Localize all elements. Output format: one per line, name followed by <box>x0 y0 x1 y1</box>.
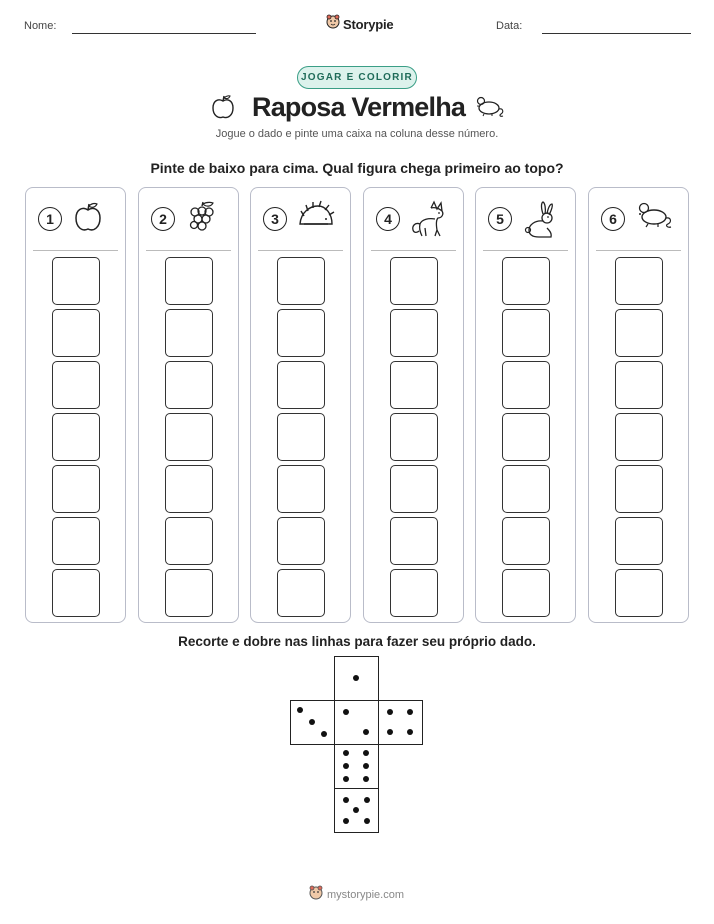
die-face-3 <box>290 700 335 745</box>
die-pip <box>364 818 370 824</box>
color-box[interactable] <box>502 309 550 357</box>
color-box[interactable] <box>52 361 100 409</box>
apple-icon <box>209 93 237 126</box>
column-3 <box>250 187 351 623</box>
color-box[interactable] <box>390 517 438 565</box>
date-label: Data: <box>496 20 523 32</box>
die-face-5 <box>334 788 379 833</box>
column-divider <box>258 250 343 251</box>
color-box[interactable] <box>52 517 100 565</box>
color-box[interactable] <box>502 361 550 409</box>
column-number: 2 <box>151 207 175 231</box>
die-pip <box>343 776 349 782</box>
hedgehog-icon <box>296 200 336 233</box>
mouse-icon <box>474 94 506 123</box>
die-pip <box>407 729 413 735</box>
color-box[interactable] <box>502 569 550 617</box>
color-box[interactable] <box>52 309 100 357</box>
die-pip <box>343 763 349 769</box>
date-line[interactable] <box>542 33 691 34</box>
column-6 <box>588 187 689 623</box>
color-box[interactable] <box>165 257 213 305</box>
die-pip <box>321 731 327 737</box>
color-box[interactable] <box>277 309 325 357</box>
die-pip <box>363 750 369 756</box>
column-divider <box>33 250 118 251</box>
color-box[interactable] <box>390 361 438 409</box>
cut-instruction: Recorte e dobre nas linhas para fazer seu próprio dado. <box>178 634 536 649</box>
fox-icon <box>409 200 449 245</box>
die-face-2 <box>334 700 379 745</box>
rabbit-icon <box>521 200 559 245</box>
color-box[interactable] <box>615 413 663 461</box>
column-number: 5 <box>488 207 512 231</box>
die-face-4 <box>378 700 423 745</box>
color-box[interactable] <box>502 413 550 461</box>
color-box[interactable] <box>52 257 100 305</box>
storypie-mascot-icon <box>309 885 323 905</box>
color-box[interactable] <box>390 257 438 305</box>
color-box[interactable] <box>277 257 325 305</box>
color-box[interactable] <box>390 569 438 617</box>
color-box[interactable] <box>390 309 438 357</box>
color-box[interactable] <box>165 361 213 409</box>
page-subtitle: Jogue o dado e pinte uma caixa na coluna desse número. <box>215 128 499 140</box>
column-1 <box>25 187 126 623</box>
column-4 <box>363 187 464 623</box>
footer-url[interactable]: mystorypie.com <box>327 889 405 901</box>
color-box[interactable] <box>165 517 213 565</box>
column-number: 3 <box>263 207 287 231</box>
color-box[interactable] <box>615 257 663 305</box>
apple-icon <box>71 200 105 239</box>
die-pip <box>297 707 303 713</box>
column-divider <box>371 250 456 251</box>
die-pip <box>343 750 349 756</box>
column-divider <box>483 250 568 251</box>
footer <box>309 885 404 905</box>
name-label: Nome: <box>24 20 57 32</box>
column-number: 4 <box>376 207 400 231</box>
main-instruction: Pinte de baixo para cima. Qual figura chega primeiro ao topo? <box>150 160 564 176</box>
name-line[interactable] <box>72 33 256 34</box>
brand-name: Storypie <box>343 16 394 32</box>
color-box[interactable] <box>277 517 325 565</box>
die-pip <box>353 675 359 681</box>
color-box[interactable] <box>390 413 438 461</box>
die-pip <box>343 818 349 824</box>
color-box[interactable] <box>52 569 100 617</box>
color-box[interactable] <box>165 465 213 513</box>
color-box[interactable] <box>277 465 325 513</box>
die-pip <box>363 763 369 769</box>
storypie-mascot-icon <box>326 14 340 34</box>
die-pip <box>387 729 393 735</box>
die-pip <box>309 719 315 725</box>
color-box[interactable] <box>502 517 550 565</box>
color-box[interactable] <box>502 465 550 513</box>
color-box[interactable] <box>277 569 325 617</box>
die-pip <box>343 709 349 715</box>
color-box[interactable] <box>615 361 663 409</box>
color-box[interactable] <box>615 309 663 357</box>
column-divider <box>146 250 231 251</box>
die-pip <box>387 709 393 715</box>
color-box[interactable] <box>165 413 213 461</box>
die-face-1 <box>334 656 379 701</box>
column-2 <box>138 187 239 623</box>
color-box[interactable] <box>615 465 663 513</box>
color-box[interactable] <box>615 569 663 617</box>
mouse-icon <box>634 200 674 235</box>
die-pip <box>353 807 359 813</box>
grapes-icon <box>184 200 220 241</box>
column-5 <box>475 187 576 623</box>
column-number: 6 <box>601 207 625 231</box>
die-pip <box>363 776 369 782</box>
color-box[interactable] <box>52 465 100 513</box>
column-number: 1 <box>38 207 62 231</box>
color-box[interactable] <box>52 413 100 461</box>
color-box[interactable] <box>390 465 438 513</box>
color-box[interactable] <box>615 517 663 565</box>
activity-badge: JOGAR E COLORIR <box>297 66 417 89</box>
color-box[interactable] <box>502 257 550 305</box>
color-box[interactable] <box>277 361 325 409</box>
color-box[interactable] <box>165 309 213 357</box>
column-divider <box>596 250 681 251</box>
color-box[interactable] <box>165 569 213 617</box>
color-box[interactable] <box>277 413 325 461</box>
die-pip <box>343 797 349 803</box>
page-title: Raposa Vermelha <box>252 92 466 122</box>
die-pip <box>363 729 369 735</box>
die-pip <box>364 797 370 803</box>
brand-logo <box>326 14 393 34</box>
die-pip <box>407 709 413 715</box>
die-face-6 <box>334 744 379 789</box>
